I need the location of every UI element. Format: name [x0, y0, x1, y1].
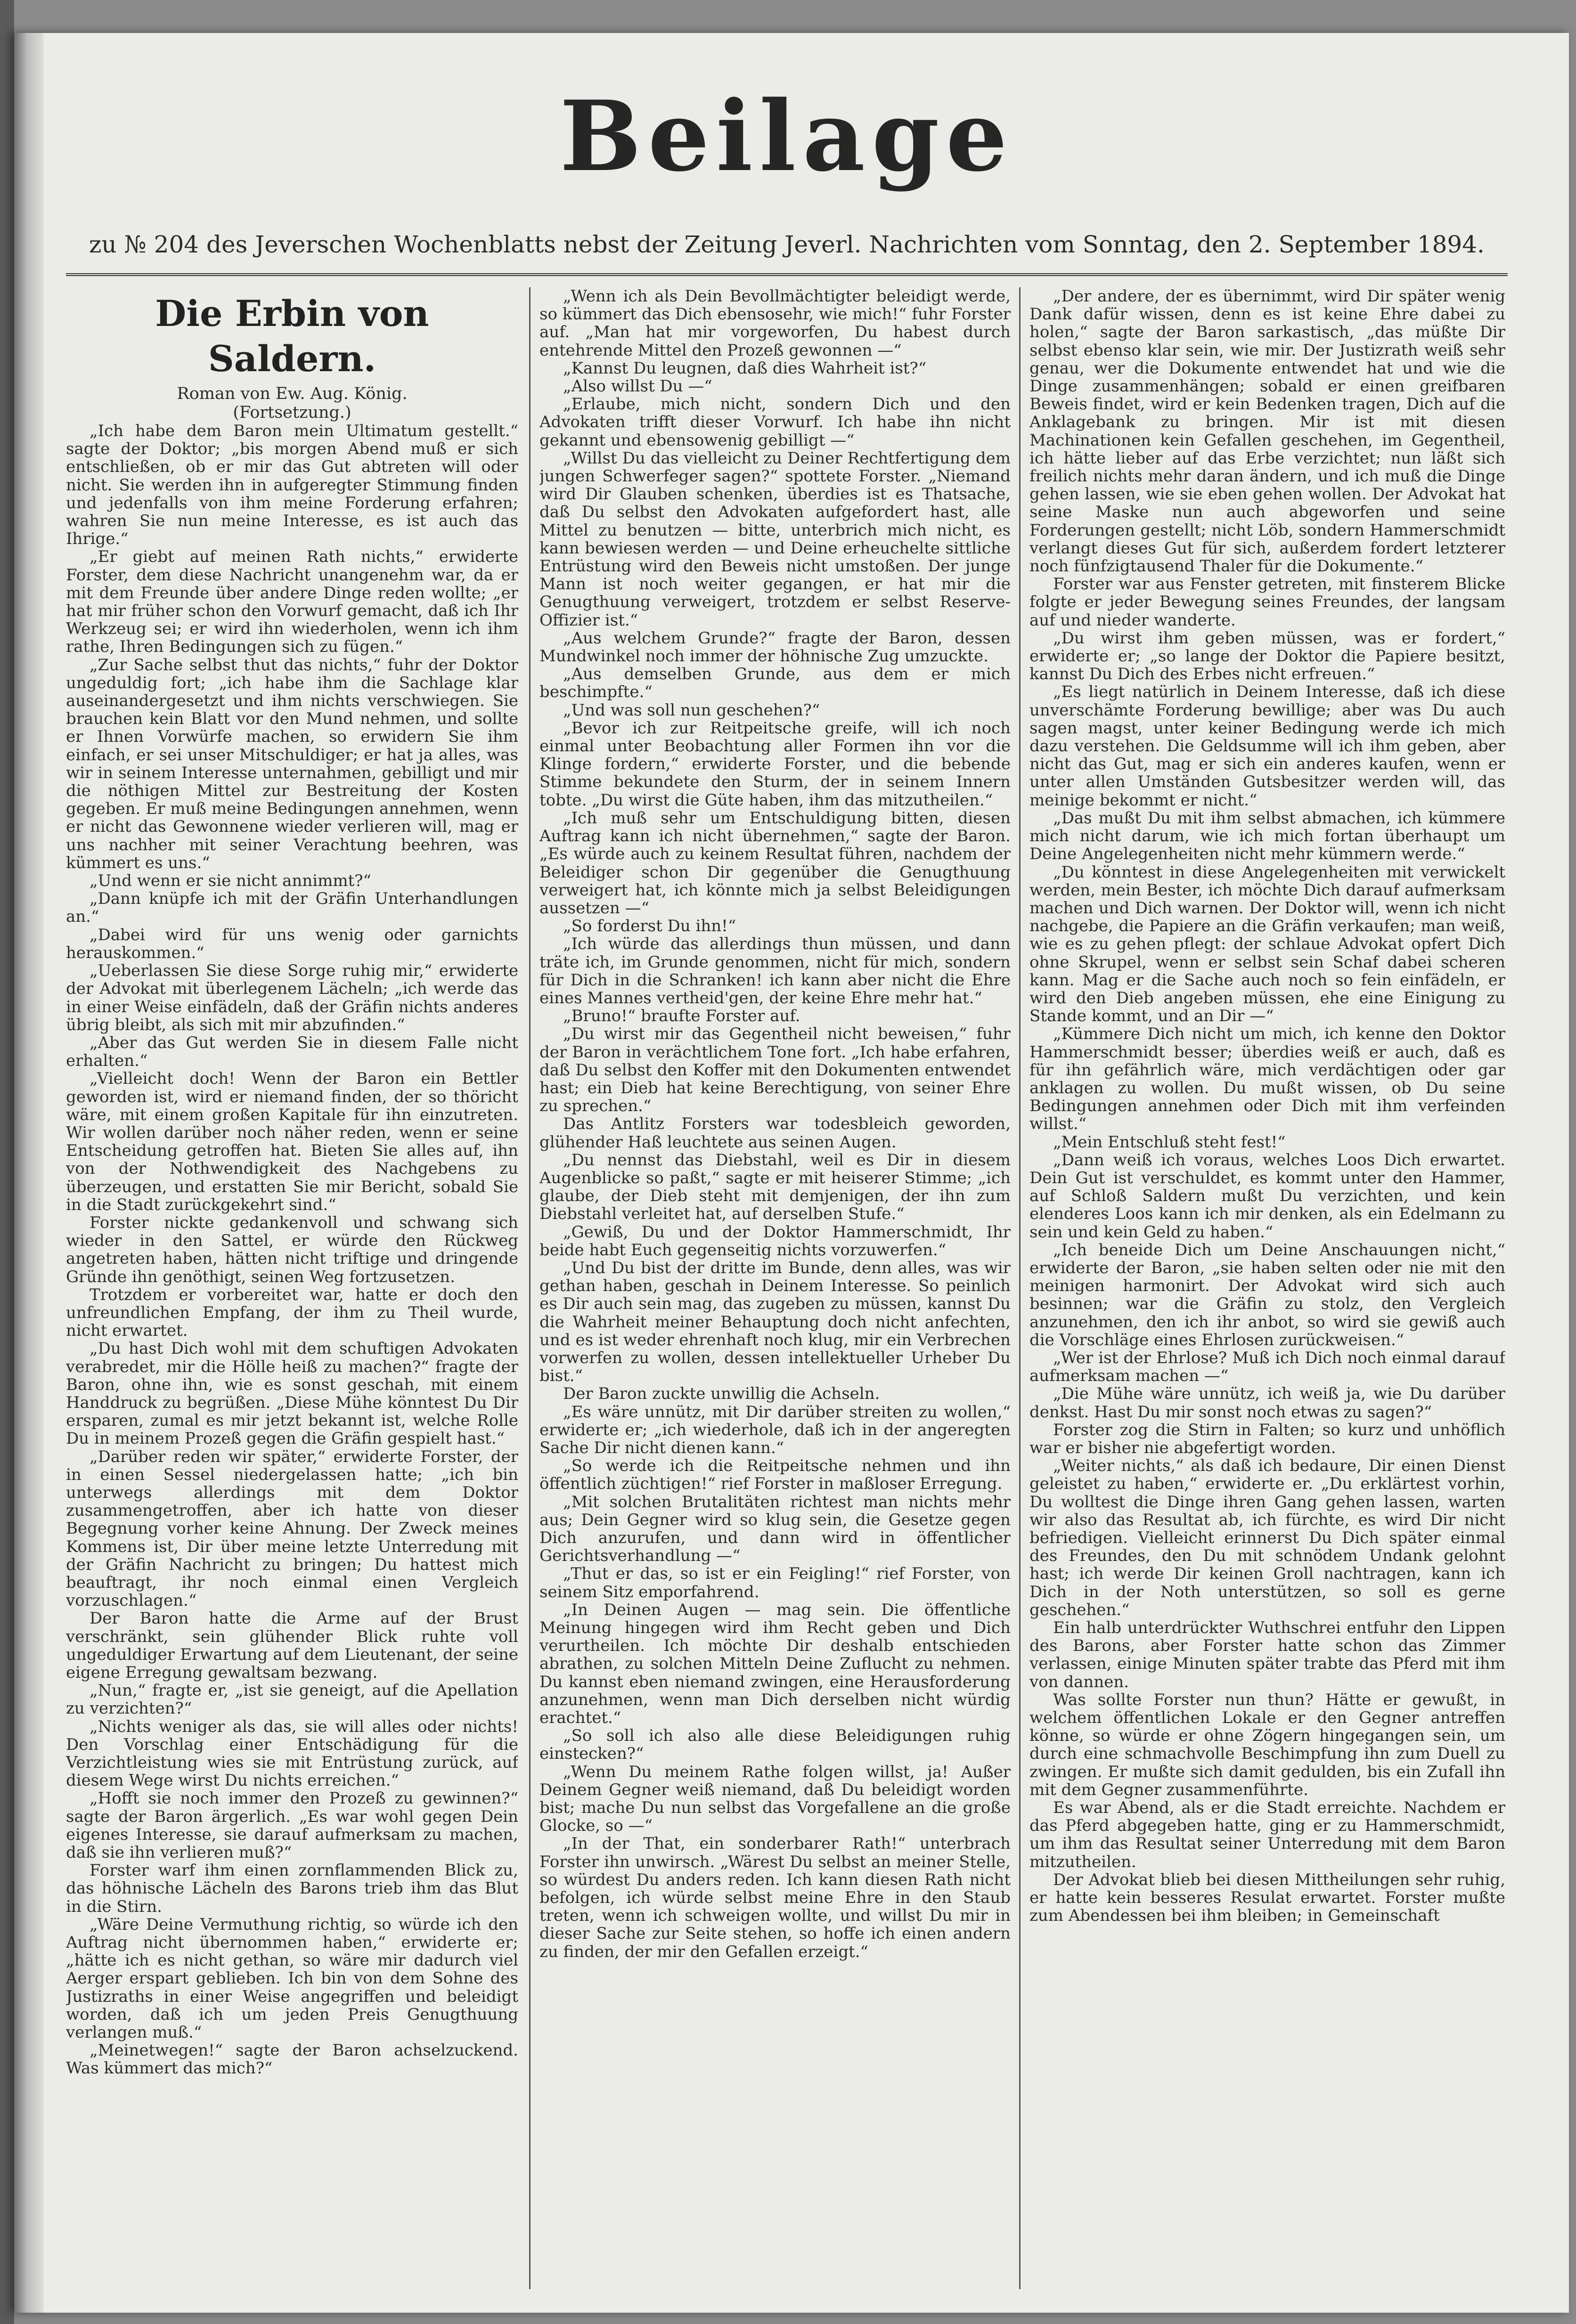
paragraph: Forster war aus Fenster getreten, mit finsterem Blicke folgte er jeder Bewegung seines Freundes, der langsam auf und nieder wanderte. [1029, 575, 1505, 630]
article-title: Die Erbin von Saldern. [155, 293, 429, 380]
paragraph: „Meinetwegen!“ sagte der Baron achselzuckend. Was kümmert das mich?“ [66, 2041, 518, 2078]
paragraph: „So werde ich die Reitpeitsche nehmen und ihn öffentlich züchtigen!“ rief Forster in maßloser Erregung. [539, 1456, 1011, 1494]
paragraph: „In der That, ein sonderbarer Rath!“ unterbrach Forster ihn unwirsch. „Wärest Du selbst an meiner Stelle, so würdest Du anders reden. Ich kann diesen Rath nicht befolgen, ich würde selbst meine Ehre in den Staub treten, wenn ich schweigen wollte, und willst Du mir in dieser Sache zur Seite stehen, so hoffe ich einen andern zu finden, der mir den Gefallen erzeigt.“ [539, 1834, 1011, 1961]
paragraph: „Wäre Deine Vermuthung richtig, so würde ich den Auftrag nicht übernommen haben,“ erwiderte er; „hätte ich es nicht gethan, so wäre mir dadurch viel Aerger erspart geblieben. Ich bin von dem Sohne des Justizraths in einer Weise angegriffen und beleidigt worden, daß ich um jeden Preis Genugthuung verlangen muß.“ [66, 1915, 518, 2042]
paragraph: „In Deinen Augen — mag sein. Die öffentliche Meinung hingegen wird ihm Recht geben und Dich verurtheilen. Ich möchte Dir deshalb entschieden abrathen, zu solchen Mitteln Deine Zuflucht zu nehmen. Du kannst eben niemand zwingen, eine Herausforderung anzunehmen, wenn man Dich derselben nicht würdig erachtet.“ [539, 1600, 1011, 1728]
column-2-paragraphs [539, 287, 1011, 1961]
paragraph: Der Baron hatte die Arme auf der Brust verschränkt, sein glühender Blick ruhte voll ungeduldiger Erwartung auf dem Lieutenant, der seine eigene Erregung gewaltsam bezwang. [66, 1609, 518, 1682]
paragraph: Forster nickte gedankenvoll und schwang sich wieder in den Sattel, er würde den Rückweg angetreten haben, hätten nicht triftige und dringende Gründe ihn genöthigt, seinen Weg fortzusetzen. [66, 1213, 518, 1286]
text-column-3 [1029, 287, 1505, 2289]
paragraph: „Es wäre unnütz, mit Dir darüber streiten zu wollen,“ erwiderte er; „ich wiederhole, daß ich in der angeregten Sache Dir nicht dienen kann.“ [539, 1402, 1011, 1457]
article-byline: Roman von Ew. Aug. König. [177, 384, 408, 403]
paragraph: „Ich beneide Dich um Deine Anschauungen nicht,“ erwiderte der Baron, „sie haben selten oder nie mit den meinigen harmonirt. Der Advokat wird sich auch besinnen; war die Gräfin zu stolz, den Vergleich anzunehmen, den ich ihr anbot, so wird sie gewiß auch die Vorschläge eines Ehrlosen zurückweisen.“ [1029, 1240, 1505, 1349]
paragraph: „Wenn ich als Dein Bevollmächtigter beleidigt werde, so kümmert das Dich ebensosehr, wie mich!“ fuhr Forster auf. „Man hat mir vorgeworfen, Du habest durch entehrende Mittel den Prozeß gewonnen —“ [539, 287, 1011, 360]
paragraph: „Vielleicht doch! Wenn der Baron ein Bettler geworden ist, wird er niemand finden, der so thöricht wäre, mit einem großen Kapitale für ihn einzutreten. Wir wollen darüber noch näher reden, wenn er seine Entscheidung getroffen hat. Bieten Sie alles auf, ihn von der Nothwendigkeit des Nachgebens zu überzeugen, und erstatten Sie mir Bericht, sobald Sie in die Stadt zurückgekehrt sind.“ [66, 1069, 518, 1214]
paragraph: „Nichts weniger als das, sie will alles oder nichts! Den Vorschlag einer Entschädigung für die Verzichtleistung wies sie mit Entrüstung zurück, auf diesem Wege wirst Du nichts erreichen.“ [66, 1717, 518, 1790]
paragraph: „Kümmere Dich nicht um mich, ich kenne den Doktor Hammerschmidt besser; überdies weiß er auch, daß es für ihn gefährlich wäre, mich verdächtigen oder gar anklagen zu wollen. Du mußt wissen, ob Du seine Bedingungen annehmen oder Dich mit ihm verfeinden willst.“ [1029, 1024, 1505, 1134]
paragraph: „Thut er das, so ist er ein Feigling!“ rief Forster, von seinem Sitz emporfahrend. [539, 1564, 1011, 1601]
page-gutter-shadow [14, 33, 43, 2313]
paragraph: „Ich würde das allerdings thun müssen, und dann träte ich, im Grunde genommen, nicht für mich, sondern für Dich in die Schranken! ich kann aber nicht die Ehre eines Mannes vertheid'gen, der keine Ehre mehr hat.“ [539, 934, 1011, 1008]
paragraph: „Ueberlassen Sie diese Sorge ruhig mir,“ erwiderte der Advokat mit überlegenem Lächeln; „ich werde das in einer Weise einfädeln, daß der Gräfin nichts anderes übrig bleibt, als sich mit mir abzufinden.“ [66, 961, 518, 1034]
paragraph: „Wer ist der Ehrlose? Muß ich Dich noch einmal darauf aufmerksam machen —“ [1029, 1348, 1505, 1386]
column-divider [1019, 287, 1021, 2289]
paragraph: „Es liegt natürlich in Deinem Interesse, daß ich diese unverschämte Forderung bewillige; aber was Du auch sagen magst, unter keiner Bedingung werde ich mich dazu verstehen. Die Geldsumme will ich ihm geben, aber nicht das Gut, mag er sich ein anderes kaufen, wenn er unter allen Umständen Gutsbesitzer werden will, das meinige bekommt er nicht.“ [1029, 683, 1505, 810]
book-spine-edge [0, 0, 14, 2324]
header-rule [66, 273, 1508, 276]
paragraph: „Aber das Gut werden Sie in diesem Falle nicht erhalten.“ [66, 1033, 518, 1071]
paragraph: Das Antlitz Forsters war todesbleich geworden, glühender Haß leuchtete aus seinen Augen. [539, 1114, 1011, 1152]
paragraph: „Kannst Du leugnen, daß dies Wahrheit ist?“ [563, 358, 927, 378]
paragraph: „Der andere, der es übernimmt, wird Dir später wenig Dank dafür wissen, denn es ist keine Ehre dabei zu holen,“ sagte der Baron sarkastisch, „das müßte Dir selbst ebenso klar sein, wie mir. Der Justizrath weiß sehr genau, wer die Dokumente entwendet hat und wie die Dinge zusammenhängen; sobald er einen greifbaren Beweis findet, wird er kein Bedenken tragen, Dich auf die Anklagebank zu bringen. Mir ist mit diesen Machinationen kein Gefallen geschehen, im Gegentheil, ich hätte lieber auf das Erbe verzichtet; nun läßt sich freilich nichts mehr daran ändern, und ich muß die Dinge gehen lassen, wie sie eben gehen wollen. Der Advokat hat seine Maske nun auch abgeworfen und seine Forderungen gestellt; nicht Löb, sondern Hammerschmidt verlangt dieses Gut für sich, außerdem fordert letzterer noch fünfzigtausend Thaler für die Dokumente.“ [1029, 287, 1505, 576]
paragraph: „So forderst Du ihn!“ [563, 917, 736, 936]
column-1-paragraphs [66, 422, 518, 2078]
paragraph: „Wenn Du meinem Rathe folgen willst, ja! Außer Deinem Gegner weiß niemand, daß Du beleidigt worden bist; mache Du nun selbst das Vorgefallene an die große Glocke, so —“ [539, 1762, 1011, 1836]
issue-line: zu № 204 des Jeverschen Wochenblatts nebst der Zeitung Jeverl. Nachrichten vom Sonntag, den 2. September 1894. [89, 231, 1485, 258]
paragraph: „Aus welchem Grunde?“ fragte der Baron, dessen Mundwinkel noch immer der höhnische Zug umzuckte. [539, 628, 1011, 666]
paragraph: „Erlaube, mich nicht, sondern Dich und den Advokaten trifft dieser Vorwurf. Ich habe ihn nicht gekannt und ebensowenig gebilligt —“ [539, 395, 1011, 450]
paragraph: Ein halb unterdrückter Wuthschrei entfuhr den Lippen des Barons, aber Forster hatte schon das Zimmer verlassen, einige Minuten später trabte das Pferd mit ihm von dannen. [1029, 1618, 1505, 1691]
column-divider [529, 287, 531, 2289]
masthead-title: Beilage [559, 80, 1014, 193]
paragraph: „Das mußt Du mit ihm selbst abmachen, ich kümmere mich nicht darum, wie ich mich fortan überhaupt um Deine Angelegenheiten nicht mehr kümmern werde.“ [1029, 808, 1505, 864]
paragraph: „Du könntest in diese Angelegenheiten mit verwickelt werden, mein Bester, ich möchte Dich darauf aufmerksam machen und Dich warnen. Der Doktor will, wenn ich nicht nachgebe, die Papiere an die Gräfin verkaufen; man weiß, wie es zu gehen pflegt: der schlaue Advokat opfert Dich ohne Skrupel, wenn er selbst sein Schaf dabei scheren kann. Mag er die Sache auch noch so fein einfädeln, er wird den Dieb angeben müssen, ehe eine Einigung zu Stande kommt, und an Dir —“ [1029, 862, 1505, 1026]
paragraph: „Ich habe dem Baron mein Ultimatum gestellt.“ sagte der Doktor; „bis morgen Abend muß er sich entschließen, ob er mir das Gut abtreten will oder nicht. Sie werden ihn in aufgeregter Stimmung finden und jedenfalls von ihm meine Forderung erfahren; wahren Sie nun meine Interesse, es ist auch das Ihrige.“ [66, 422, 518, 549]
paragraph: Forster warf ihm einen zornflammenden Blick zu, das höhnische Lächeln des Barons trieb ihm das Blut in die Stirn. [66, 1861, 518, 1916]
paragraph: „Hofft sie noch immer den Prozeß zu gewinnen?“ sagte der Baron ärgerlich. „Es war wohl gegen Dein eigenes Interesse, sie darauf aufmerksam zu machen, daß sie ihn verlieren muß?“ [66, 1789, 518, 1862]
paragraph: „So soll ich also alle diese Beleidigungen ruhig einstecken?“ [539, 1726, 1011, 1763]
article-continuation: (Fortsetzung.) [233, 403, 351, 422]
paragraph: Es war Abend, als er die Stadt erreichte. Nachdem er das Pferd abgegeben hatte, ging er zu Hammerschmidt, um ihm das Resultat seiner Unterredung mit dem Baron mitzutheilen. [1029, 1798, 1505, 1871]
paragraph: „Bevor ich zur Reitpeitsche greife, will ich noch einmal unter Beobachtung aller Formen ihn vor die Klinge fordern,“ erwiderte Forster, und die bebende Stimme bekundete den Sturm, der in seinem Innern tobte. „Du wirst die Güte haben, ihm das mitzutheilen.“ [539, 718, 1011, 810]
paragraph: „Du nennst das Diebstahl, weil es Dir in diesem Augenblicke so paßt,“ sagte er mit heiserer Stimme; „ich glaube, der Dieb steht mit demjenigen, der ihn zum Diebstahl verleitet hat, auf derselben Stufe.“ [539, 1150, 1011, 1224]
paragraph: Der Advokat blieb bei diesen Mittheilungen sehr ruhig, er hatte kein besseres Resulat erwartet. Forster mußte zum Abendessen bei ihm bleiben; in Gemeinschaft [1029, 1870, 1505, 1926]
paragraph: „Also willst Du —“ [563, 377, 712, 396]
paragraph: „Und was soll nun geschehen?“ [563, 700, 820, 720]
paragraph: „Willst Du das vielleicht zu Deiner Rechtfertigung dem jungen Schwerfeger sagen?“ spottete Forster. „Niemand wird Dir Glauben schenken, überdies ist es Thatsache, daß Du selbst den Advokaten aufgefordert hast, alle Mittel zu benutzen — bitte, unterbrich mich nicht, es kann bewiesen werden — und Deine erheuchelte sittliche Entrüstung wird den Beweis nicht umstoßen. Der junge Mann ist noch weiter gegangen, er hat mir die Genugthuung verweigert, trotzdem er selbst Reserve-Offizier ist.“ [539, 448, 1011, 630]
paragraph: „Nun,“ fragte er, „ist sie geneigt, auf die Apellation zu verzichten?“ [66, 1681, 518, 1718]
paragraph: „Du wirst ihm geben müssen, was er fordert,“ erwiderte er; „so lange der Doktor die Papiere besitzt, kannst Du Dich des Erbes nicht erfreuen.“ [1029, 628, 1505, 684]
text-column-1 [66, 287, 518, 2289]
paragraph: Forster zog die Stirn in Falten; so kurz und unhöflich war er bisher nie abgefertigt worden. [1029, 1420, 1505, 1457]
paragraph: „Mit solchen Brutalitäten richtest man nichts mehr aus; Dein Gegner wird so klug sein, die Gesetze gegen Dich anzurufen, und dann wird in öffentlicher Gerichtsverhandlung —“ [539, 1492, 1011, 1566]
paragraph: „Zur Sache selbst thut das nichts,“ fuhr der Doktor ungeduldig fort; „ich habe ihm die Sachlage klar auseinandergesetzt und ihm nichts verschwiegen. Sie brauchen kein Blatt vor den Mund nehmen, und sollte er Ihnen Vorwürfe machen, so erwidern Sie ihm einfach, er sei unser Mitschuldiger; er hat ja alles, was wir in seinem Interesse unternahmen, gebilligt und mir die nöthigen Mittel zur Bestreitung der Kosten gegeben. Er muß meine Bedingungen annehmen, wenn er nicht das Gewonnene wieder verlieren will, mag er uns nachher mit seiner Verachtung beehren, was kümmert es uns.“ [66, 655, 518, 872]
text-column-2 [539, 287, 1011, 2289]
paragraph: „Dann knüpfe ich mit der Gräfin Unterhandlungen an.“ [66, 889, 518, 926]
paragraph: „Gewiß, Du und der Doktor Hammerschmidt, Ihr beide habt Euch gegenseitig nichts vorzuwerfen.“ [539, 1222, 1011, 1260]
column-3-paragraphs [1029, 287, 1505, 1925]
paragraph: Was sollte Forster nun thun? Hätte er gewußt, in welchem öffentlichen Lokale er den Gegner antreffen könne, so würde er ohne Zögern hingegangen sein, um durch eine schmachvolle Beschimpfung ihn zum Duell zu zwingen. Er mußte sich damit gedulden, bis ein Zufall ihn mit dem Gegner zusammenführte. [1029, 1690, 1505, 1799]
paragraph: „Du hast Dich wohl mit dem schuftigen Advokaten verabredet, mir die Hölle heiß zu machen?“ fragte der Baron, ohne ihn, wie es sonst geschah, mit einem Handdruck zu begrüßen. „Diese Mühe könntest Du Dir ersparen, zumal es mir jetzt bekannt ist, welche Rolle Du in meinem Prozeß gegen die Gräfin gespielt hast.“ [66, 1339, 518, 1448]
paragraph: „Die Mühe wäre unnütz, ich weiß ja, wie Du darüber denkst. Hast Du mir sonst noch etwas zu sagen?“ [1029, 1384, 1505, 1422]
paragraph: „Darüber reden wir später,“ erwiderte Forster, der in einen Sessel niedergelassen hatte; „ich bin unterwegs allerdings mit dem Doktor zusammengetroffen, aber ich hatte von dieser Begegnung vorher keine Ahnung. Der Zweck meines Kommens ist, Dir über meine letzte Unterredung mit der Gräfin Nachricht zu bringen; Du hattest mich beauftragt, ihr noch einmal einen Vergleich vorzuschlagen.“ [66, 1447, 518, 1610]
paragraph: „Mein Entschluß steht fest!“ [1053, 1132, 1286, 1152]
paragraph: „Und Du bist der dritte im Bunde, denn alles, was wir gethan haben, geschah in Deinem Interesse. So peinlich es Dir auch sein mag, das zugeben zu müssen, kannst Du die Wahrheit meiner Behauptung doch nicht anfechten, und es ist weder ehrenhaft noch klug, mir ein Verbrechen vorwerfen zu wollen, dessen intellektueller Urheber Du bist.“ [539, 1258, 1011, 1386]
paragraph: „Ich muß sehr um Entschuldigung bitten, diesen Auftrag kann ich nicht übernehmen,“ sagte der Baron. „Es würde auch zu keinem Resultat führen, nachdem der Beleidiger schon Dir gegenüber die Genugthuung verweigert hat, ich könnte mich ja selbst Beleidigungen aussetzen —“ [539, 808, 1011, 918]
paragraph: „Du wirst mir das Gegentheil nicht beweisen,“ fuhr der Baron in verächtlichem Tone fort. „Ich habe erfahren, daß Du selbst den Koffer mit den Dokumenten entwendet hast; ein Dieb hat keine Berechtigung, von seiner Ehre zu sprechen.“ [539, 1024, 1011, 1116]
paragraph: „Dabei wird für uns wenig oder garnichts herauskommen.“ [66, 925, 518, 962]
paragraph: „Bruno!“ braufte Forster auf. [563, 1007, 800, 1026]
newspaper-page [14, 33, 1569, 2313]
paragraph: „Aus demselben Grunde, aus dem er mich beschimpfte.“ [539, 665, 1011, 702]
paragraph: Trotzdem er vorbereitet war, hatte er doch den unfreundlichen Empfang, der ihm zu Theil wurde, nicht erwartet. [66, 1285, 518, 1341]
paragraph: „Dann weiß ich voraus, welches Loos Dich erwartet. Dein Gut ist verschuldet, es kommt unter den Hammer, auf Schloß Saldern mußt Du verzichten, und kein elenderes Loos kann ich mir denken, als ein Edelmann zu sein und kein Geld zu haben.“ [1029, 1150, 1505, 1242]
paragraph: „Und wenn er sie nicht annimmt?“ [90, 871, 371, 891]
paragraph: Der Baron zuckte unwillig die Achseln. [563, 1384, 880, 1404]
paragraph: „Er giebt auf meinen Rath nichts,“ erwiderte Forster, dem diese Nachricht unangenehm war, da er mit dem Freunde über andere Dinge reden wollte; „er hat mir früher schon den Vorwurf gemacht, daß ich Ihr Werkzeug sei; er wird ihn wiederholen, wenn ich ihm rathe, Ihren Bedingungen sich zu fügen.“ [66, 547, 518, 657]
paragraph: „Weiter nichts,“ als daß ich bedaure, Dir einen Dienst geleistet zu haben,“ erwiderte er. „Du erklärtest vorhin, Du wolltest die Dinge ihren Gang gehen lassen, warten wir also das Resultat ab, ich fürchte, es wird Dir nicht befriedigen. Vielleicht erinnerst Du Dich später einmal des Freundes, den Du mit schnödem Undank gelohnt hast; ich werde Dir keinen Groll nachtragen, kann ich Dich in der Noth unterstützen, so soll es gerne geschehen.“ [1029, 1456, 1505, 1619]
